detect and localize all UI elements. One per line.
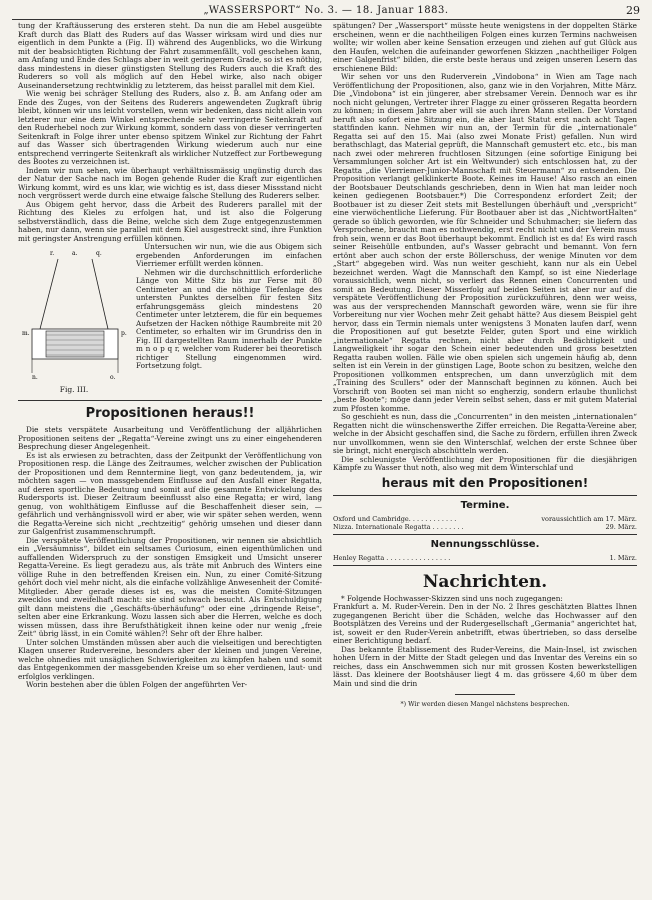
paragraph: Nehmen wir die durchschnittlich erforderliche Länge von Mitte Sitz bis zur Ferse mit 80 Centimeter an und die nöthige Tiefenlage des untersten Punktes derselben für festen Sitz erfahrungsgemäss gleich mindestens 20 Centimeter unter letzterem, die für ein bequemes Aufsetzen der Hacken nöthige Raumbreite mit 20 Centimeter, so erhalten wir im Grundriss den in Fig. III dargestellten Raum innerhalb der Punkte m n o p q r, welcher vom Ruderer bei theoretisch richtiger Stellung eingenommen wird. Fortsetzung folgt. (136, 267, 322, 370)
seat-diagram (18, 245, 130, 383)
page-number: 29 (626, 4, 640, 17)
page-header (12, 5, 640, 19)
figure-caption: Fig. III. (59, 384, 89, 394)
event-date: 29. März. (605, 522, 637, 531)
paragraph: Wir sehen vor uns den Ruderverein „Vindobona“ in Wien am Tage nach Veröffentlichung der Propositionen, also, ganz wie in den Vorjahren, Mitte März. Die „Vindobona“ ist ein jüngerer, aber strebsamer Verein. Dennoch war es ihr noch nicht gelungen, Vertreter ihrer Flagge zu einer grösseren Regatta beordern zu können; in diesem Jahre aber will sie auch ihren Mann stellen. Der Vorstand beruft also sofort eine Sitzung ein, die aber laut Statut erst nach acht Tagen stattfinden kann. Nehmen wir nun an, der Termin für die „internationale“ Regatta sei auf den 15. Mai (also zwei Monate Frist) gefallen. Nun wird berathschlagt, das Material geprüft, die Mannschaft gemustert etc. etc., bis man nach zwei oder mehreren fruchtlosen Sitzungen (eine sofortige Einigung bei Versammlungen solcher Art ist ein Weltwunder) sich entschlossen hat, zu der Regatta „die Vierriemer-Junior-Mannschaft mit Steuermann“ zu entsenden. Die Proposition verlangt gelklinkerte Boote. Keines im Hause! Also rasch an einen der Bootsbauer Deutschlands geschrieben, denn in Wien hat man leider noch keinen gediegenen Bootsbauer.*) Die Correspondenz erfordert Zeit; der Bootbauer ist zu dieser Zeit stets mit Bestellungen überhäuft und „verspricht“ eine vierwöchentliche Lieferung. Für Bootbauer aber ist das „NichtwortHalten“ gerade so üblich geworden, wie für Schneider und Schuhmacher; sie liefern das Versprochene, braucht man es nothwendig, erst recht nicht und der Verein muss froh sein, wenn er das Boot überhaupt bekommt. Endlich ist es da! Es wird rasch seiner Reisehülle entbunden, auf's Wasser gebracht und bemannt. Von fern ertönt aber auch schon der erste Böllerschuss, der wenige Minuten vor dem „Start“ abgegeben wird. Was nun weiter geschieht, kann nur als ein Uebel bezeichnet werden. Wagt die Mannschaft den Kampf, so ist eine Niederlage voraussichtlich, wenn nicht, so verliert das Rennen einen Concurrenten und somit an Bedeutung. Dieser Misserfolg auf beiden Seiten ist aber nur auf die verspätete Veröffentlichung der Proposition zurückzuführen, denn wer weiss, was aus der versprechenden Mannschaft geworden wäre, wenn sie für ihre Vorbereitung nur vier Wochen mehr Zeit gehabt hätte? Aus diesem Beispiel geht hervor, dass ein Termin niemals unter wenigstens 3 Monaten laufen darf, wenn die Propositionen auf gut besetzte Felder, guten Sport und eine wirklich „internationale“ Regatta rechnen, nicht aber durch Bedächtigkeit und Langweiligkeit ihr sogar den Schein einer bedeutenden und gross besetzten Regatta rauben wollen. Fälle wie oben spielen sich ungemein häufig ab, denn selten ist ein Verein in der günstigen Lage, Boote schon zu besitzen, welche den Propositionen vollkommen entsprechen, um dann unverzüglich mit dem „Training des Scullers“ oder der Mannschaft beginnen zu können. Auch bei Vorschrift von Booten sei man nicht so engherzig, sondern erlaube thunlichst „beste Boote“; möge dann jeder Verein selbst sehen, dass er mit gutem Material zum Pfosten komme. (333, 72, 637, 413)
article-heading: Propositionen heraus!! (85, 406, 255, 421)
figure-3 (18, 245, 130, 395)
footnote: *) Wir werden diesen Mangel nächstens besprechen. (400, 701, 570, 708)
fig-label: n. (32, 374, 38, 381)
termine-row (333, 515, 637, 523)
fig-label: r. (50, 250, 55, 257)
paragraph: tung der Kraftäusserung des ersteren steht. Da nun die am Hebel ausgeübte Kraft durch das Blatt des Ruders auf das Wasser wirksam wird und dies nur eigentlich in dem Punkte a (Fig. II) während des Augenblicks, wo die Wirkung mit der beabsichtigten Richtung der Fahrt zusammenfällt, voll geschehen kann, am Anfang und Ende des Schlags aber in weit geringerem Grade, so ist es nöthig, dass mindestens in dieser günstigsten Stellung des Ruders auch die Kraft des Ruderers so voll als möglich auf den Hebel wirke, also nach obiger Auseinandersetzung rechtwinklig zu letzterem, das heisst parallel mit dem Kiel. (18, 21, 322, 90)
paragraph: * Folgende Hochwasser-Skizzen sind uns noch zugegangen: (341, 593, 563, 603)
section-divider (333, 565, 637, 566)
fig-label: o. (110, 374, 116, 381)
fig-label: p. (121, 330, 127, 337)
nennung-heading: Nennungsschlüsse. (430, 538, 540, 550)
paragraph: So geschieht es nun, dass die „Concurrenten“ in den meisten „internationalen“ Regatten nicht die wünschenswerthe Ziffer erreichen. Die Regatta-Vereine aber, welche in der Absicht geschaffen sind, die Sache zu fördern, erfüllen ihren Zweck nur unvollkommen, wenn sie den Winterschlaf, welchen der erste Schnee über sie bringt, nicht energisch abschütteln werden. (333, 412, 637, 455)
right-column (333, 22, 637, 710)
fig-label: m. (22, 330, 30, 337)
event-name: Oxford und Cambridge. . . . . . . . . . . . (333, 514, 457, 523)
fig-label: q. (96, 250, 102, 257)
section-divider (333, 534, 637, 535)
fig-label: a. (72, 250, 78, 257)
header-rule (12, 19, 640, 20)
paragraph: Die schleunigste Veröffentlichung der Propositionen für die diesjährigen Kämpfe zu Wasser thut noth, also weg mit dem Winterschlaf und (333, 454, 637, 472)
masthead-title: „WASSERSPORT“ No. 3. — 18. Januar 1883. (203, 5, 449, 16)
left-column (18, 22, 322, 690)
paragraph: Wie wenig bei schräger Stellung des Ruders, also z. B. am Anfang oder am Ende des Zuges, von der Seitens des Ruderers angewendeten Zugkraft übrig bleibt, können wir uns leicht vorstellen, wenn wir bedenken, dass nicht allein von letzterer nur eine dem Winkel entsprechende sehr verringerte Seitenkraft auf den Ruderhebel noch zur Wirkung kommt, sondern dass von dieser verringerten Seitenkraft in Folge ihrer unter ebenso spitzem Winkel zur Richtung der Fahrt auf das Wasser sich übertragenden Wirkung wiederum auch nur eine entsprechend verringerte Seitenkraft als wirklicher Nutzeffect zur Fortbewegung des Bootes zu verzeichnen ist. (18, 89, 322, 166)
termine-row (333, 523, 637, 531)
paragraph: Aus Obigem geht hervor, dass die Arbeit des Ruderers parallel mit der Richtung des Kieles zu erfolgen hat, und ist also die Folgerung selbstverständlich, dass die Beine, welche sich dem Zuge entgegenzustemmen haben, nur dann, wenn sie parallel mit dem Kiel ausgestreckt sind, ihre Funktion mit geringster Anstrengung erfüllen können. (18, 199, 322, 243)
section-divider (333, 495, 637, 496)
article-closing-heading: heraus mit den Propositionen! (381, 475, 589, 490)
nennung-row (333, 554, 637, 562)
paragraph: Die stets verspätete Ausarbeitung und Veröffentlichung der alljährlichen Propositionen seitens der „Regatta“-Vereine zwingt uns zu einer eingehenderen Besprechung dieser Angelegenheit. (18, 425, 322, 451)
paragraph: Indem wir nun sehen, wie überhaupt verhältnissmässig ungünstig durch das der Natur der Sache nach im Bogen gehende Ruder die Kraft zur eigentlichen Wirkung kommt, wird es uns klar, wie wichtig es ist, dass dieser Missstand nicht noch vergrössert werde durch eine etwaige falsche Stellung des Ruderers selber. (18, 165, 322, 200)
nachrichten-heading: Nachrichten. (422, 571, 548, 592)
event-name: Henley Regatta . . . . . . . . . . . . . . . . (333, 553, 451, 562)
paragraph: Frankfurt a. M. Ruder-Verein. Den in der No. 2 Ihres geschätzten Blattes Ihnen zugegangenen Bericht über die Schäden, welche das Hochwasser auf den Bootsplätzen des Vereins und der Rudergesellschaft „Germania“ angerichtet hat, ist, soweit er den Ruder-Verein anbetrifft, etwas übertrieben, so dass derselbe einer Berichtigung bedarf. (333, 602, 637, 645)
event-date: voraussichtlich am 17. März. (541, 514, 637, 523)
paragraph: Es ist als erwiesen zu betrachten, dass der Zeitpunkt der Veröffentlichung von Propositionen resp. die Länge des Zeitraumes, welcher zwischen der Publication der Propositionen und dem Renntermine liegt, von ganz bedeutendem, ja, wir möchten sagen — von massgebendem Einflusse auf den Ausfall einer Regatta, auf deren sportliche Bedeutung und somit auf die gesammte Entwickelung des Rudersports ist. Dieser Zeitraum beeinflusst also eine Regatta; er wird, lang genug, von wohlthätigem Einflusse auf die Beschaffenheit dieser sein, — gefährlich und verhängnissvoll wird er aber, wie wir später sehen werden, wenn die Regatta-Vereine sich nicht „rechtzeitig“ gehörig umsehen und dieser dann zur Galgenfrist zusammenschrumpft. (18, 450, 322, 536)
section-divider (18, 400, 322, 401)
paragraph: Unter solchen Umständen müssen aber auch die vielseitigen und berechtigten Klagen unserer Rudervereine, besonders aber der kleinen und jungen Vereine, welche ohnedies mit unsäglichen Schwierigkeiten zu kämpfen haben und somit das Entgegenkommen der massgebenden Kreise um so eher verdienen, laut- und erfolglos verklingen. (18, 637, 322, 681)
paragraph: spätungen? Der „Wassersport“ müsste heute wenigstens in der doppelten Stärke erscheinen, wenn er die nachtheiligen Folgen eines kurzen Termins nachweisen wollte; wir wollen aber keine Sensation erzeugen und ziehen auf gut Glück aus den Haufen, welchen die aufeinander geworfenen Skizzen „nachtheiliger Folgen einer Galgenfrist“ bilden, die erste beste heraus und zeigen unseren Lesern das erschienene Bild: (333, 21, 637, 73)
termine-heading: Termine. (460, 499, 510, 511)
event-date: 1. März. (609, 553, 637, 562)
paragraph: Worin bestehen aber die üblen Folgen der angeführten Ver- (26, 680, 248, 689)
paragraph: Die verspätete Veröffentlichung der Propositionen, wir nennen sie absichtlich ein „Versäumniss“, bildet ein seltsames Curiosum, einen eigenthümlichen und auffallenden Widerspruch zu der sonstigen Emsigkeit und Umsicht unserer Regatta-Vereine. Es liegt geradezu aus, als träte mit Anbruch des Winters eine völlige Ruhe in den betreffenden Kreisen ein. Nun, zu einer Comité-Sitzung gehört doch viel mehr nicht, als die einfache vollzählige Anwesenheit der Comité-Mitglieder. Aber gerade dieses ist es, was die meisten Comité-Sitzungen zwecklos und zweifelhaft macht: sie sind schwach besucht. Als Entschuldigung gilt dann meistens die „Geschäfts-überhäufung“ oder eine „dringende Reise“, selten aber eine Erkrankung. Wozu lassen sich aber die Herren, welche es doch wissen müssen, dass ihre Berufsthätigkeit ihnen keine oder nur wenig „freie Zeit“ übrig lässt, in ein Comité wählen?! Sehr oft der Ehre halber. (18, 535, 322, 638)
paragraph: Das bekannte Etablissement des Ruder-Vereins, die Main-Insel, ist zwischen hohen Ufern in der Mitte der Stadt gelegen und das Inventar des Vereins ein so reiches, dass ein Anschwemmen sich nur mit grossen Kosten bewerkstelligen lässt. Das kleinere der Bootshäuser liegt 4 m. das grössere 4,60 m über dem Main und sind die drin (333, 644, 637, 688)
event-name: Nizza. Internationale Regatta . . . . . . . . (333, 522, 464, 531)
footnote-rule (455, 694, 515, 695)
paragraph: Untersuchen wir nun, wie die aus Obigem sich ergebenden Anforderungen im einfachen Vierriemer erfüllt werden können. (136, 242, 322, 268)
